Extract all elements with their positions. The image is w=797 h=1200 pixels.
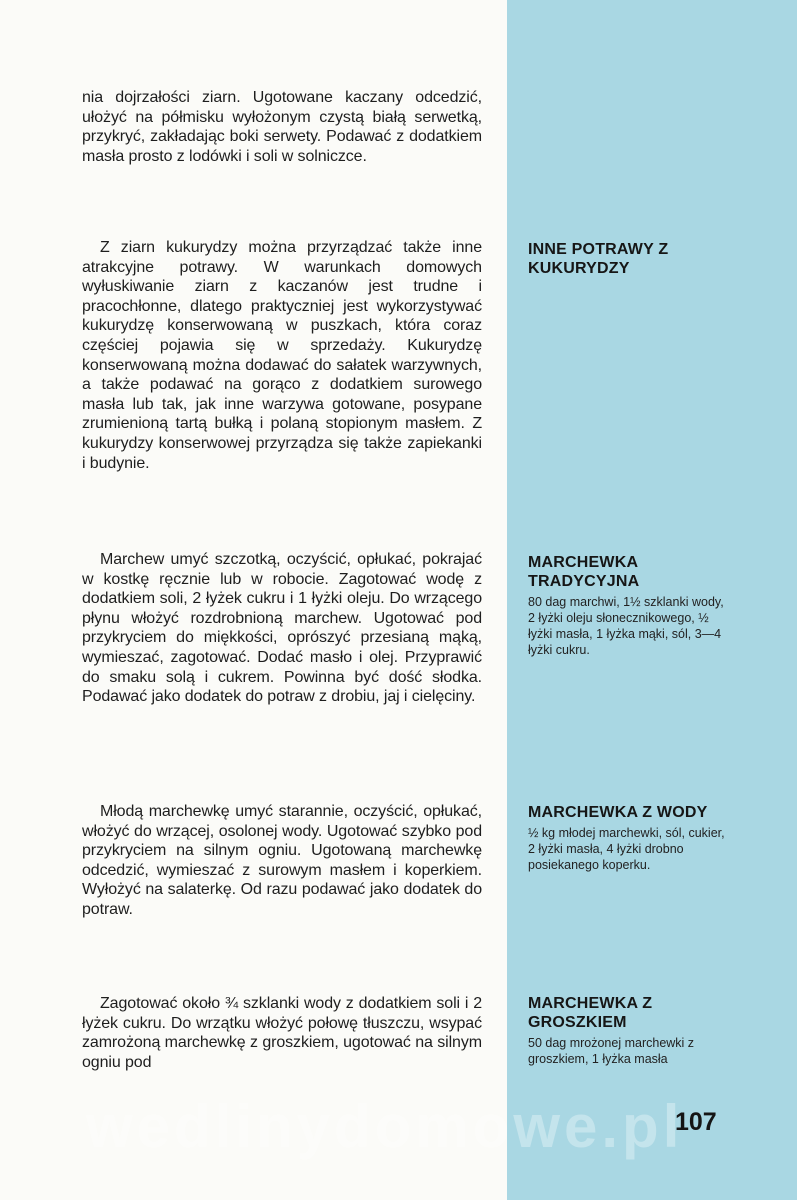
- recipe-ingredients: ½ kg młodej marchewki, sól, cukier, 2 łyżki masła, 4 łyżki drobno posiekanego koperku.: [528, 826, 725, 872]
- body-paragraph-1: nia dojrzałości ziarn. Ugotowane kaczany odcedzić, ułożyć na półmisku wyłożonym czystą białą serwetką, przykryć, zakładając boki serwety. Podawać z dodatkiem masła prosto z lodówki i soli w solniczce.: [82, 89, 482, 165]
- recipe-ingredients: 50 dag mrożonej marchewki z groszkiem, 1 łyżka masła: [528, 1036, 695, 1066]
- recipe-title: INNE POTRAWY Z KUKURYDZY: [528, 241, 669, 277]
- recipe-title: MARCHEWKA Z WODY: [528, 804, 708, 821]
- page-number: 107: [675, 1108, 717, 1136]
- recipe-title: MARCHEWKA Z GROSZKIEM: [528, 995, 653, 1031]
- watermark: wedlinydomowe.pl: [86, 1093, 684, 1160]
- recipe-ingredients: 80 dag marchwi, 1½ szklanki wody, 2 łyżki oleju słonecznikowego, ½ łyżki masła, 1 łyżka mąki, sól, 3—4 łyżki cukru.: [528, 595, 724, 657]
- recipe-marchewka-z-groszkiem: [528, 994, 728, 1067]
- recipe-inne-potrawy: [528, 240, 728, 278]
- recipe-marchewka-z-wody: [528, 803, 728, 873]
- body-paragraph-4: Młodą marchewkę umyć starannie, oczyścić, opłukać, włożyć do wrzącej, osolonej wody. Ugotować szybko pod przykryciem na silnym ogniu. Ugotowaną marchewkę odcedzić, wymieszać z surowym masłem i koperkiem. Wyłożyć na salaterkę. Od razu podawać jako dodatek do potraw.: [82, 803, 482, 918]
- recipe-title: MARCHEWKA TRADYCYJNA: [528, 554, 640, 590]
- body-paragraph-5: Zagotować około ¾ szklanki wody z dodatkiem soli i 2 łyżek cukru. Do wrzątku włożyć połowę tłuszczu, wsypać zamrożoną marchewkę z groszkiem, ugotować na silnym ogniu pod: [82, 995, 482, 1071]
- body-paragraph-2: Z ziarn kukurydzy można przyrządzać także inne atrakcyjne potrawy. W warunkach domowych wyłuskiwanie ziarn z kaczanów jest trudne i pracochłonne, dlatego praktyczniej jest wykorzystywać kukurydzę konserwowaną w puszkach, która coraz częściej pojawia się w sprzedaży. Kukurydzę konserwowaną można dodawać do sałatek warzywnych, a także podawać na gorąco z dodatkiem surowego masła lub tak, jak inne warzywa gotowane, posypane zrumienioną tartą bułką i polaną stopionym masłem. Z kukurydzy konserwowej przyrządza się także zapiekanki i budynie.: [82, 239, 482, 472]
- recipe-marchewka-tradycyjna: [528, 553, 728, 658]
- body-paragraph-3: Marchew umyć szczotką, oczyścić, opłukać, pokrajać w kostkę ręcznie lub w robocie. Zagotować wodę z dodatkiem soli, 2 łyżek cukru i 1 łyżki oleju. Do wrzącego płynu włożyć rozdrobnioną marchew. Ugotować pod przykryciem do miękkości, oprószyć przesianą mąką, wymieszać, zagotować. Dodać masło i olej. Przyprawić do smaku solą i cukrem. Powinna być dość słodka. Podawać jako dodatek do potraw z drobiu, jaj i cielęciny.: [82, 551, 482, 706]
